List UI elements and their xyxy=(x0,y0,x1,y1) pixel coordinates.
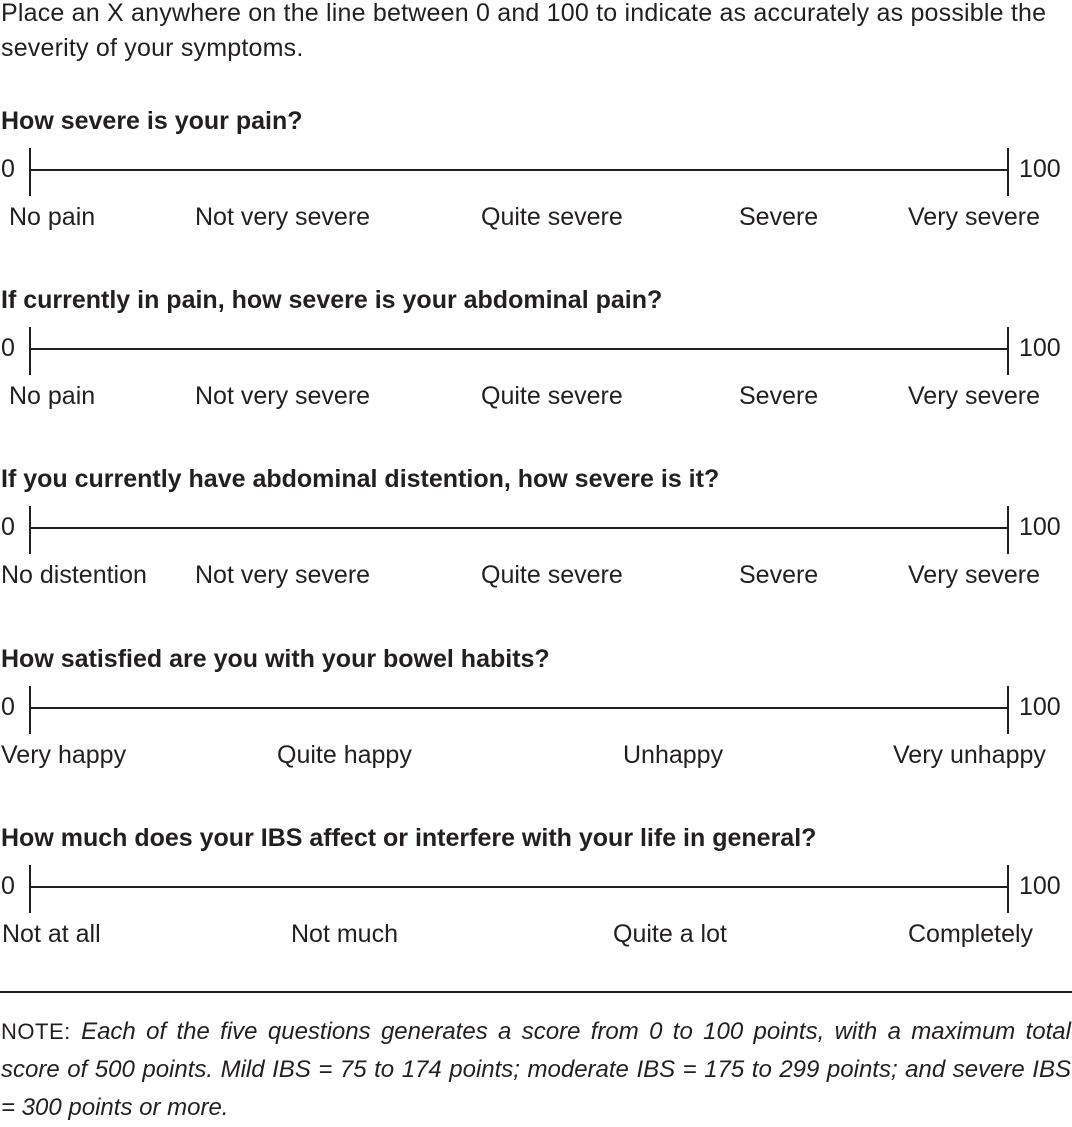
anchor-label: Very happy xyxy=(1,741,127,769)
anchor-label: No pain xyxy=(9,203,96,231)
scale-anchor-labels xyxy=(1,917,1071,951)
scale-line[interactable] xyxy=(30,348,1009,350)
anchor-label: Quite severe xyxy=(481,382,623,410)
anchor-label: Quite severe xyxy=(481,561,623,589)
scale-start-tick xyxy=(29,865,31,913)
scale-line[interactable] xyxy=(30,707,1009,709)
scale-anchor-labels xyxy=(1,738,1071,772)
note-label: NOTE: xyxy=(1,1019,71,1044)
anchor-label: Not very severe xyxy=(195,561,371,589)
scale-end-tick xyxy=(1007,865,1009,913)
anchor-label: Very severe xyxy=(908,561,1041,589)
scale-line[interactable] xyxy=(30,527,1009,529)
anchor-label: Not much xyxy=(291,920,398,948)
visual-analog-scale[interactable] xyxy=(1,327,1071,375)
question-title: How much does your IBS affect or interfere with your life in general? xyxy=(1,824,817,852)
scale-start-tick xyxy=(29,148,31,196)
anchor-label: Severe xyxy=(739,561,819,589)
scale-start-tick xyxy=(29,686,31,734)
scale-max-label: 100 xyxy=(1019,872,1061,900)
scale-max-label: 100 xyxy=(1019,693,1061,721)
scale-min-label: 0 xyxy=(1,334,15,362)
scale-start-tick xyxy=(29,506,31,554)
scale-anchor-labels xyxy=(1,200,1071,234)
anchor-label: Quite a lot xyxy=(613,920,727,948)
scale-line[interactable] xyxy=(30,886,1009,888)
question-title: How severe is your pain? xyxy=(1,107,303,135)
question-title: How satisfied are you with your bowel habits? xyxy=(1,645,550,673)
divider-rule xyxy=(0,991,1072,993)
scale-anchor-labels xyxy=(1,558,1071,592)
note-text: Each of the five questions generates a score from 0 to 100 points, with a maximum total score of 500 points. Mild IBS = 75 to 174 points; moderate IBS = 175 to 299 points; and severe IBS = 300 points or more. xyxy=(1,1018,1071,1121)
scale-end-tick xyxy=(1007,686,1009,734)
question-title: If currently in pain, how severe is your abdominal pain? xyxy=(1,286,663,314)
question-life-interference xyxy=(1,823,1071,973)
scale-end-tick xyxy=(1007,327,1009,375)
scale-start-tick xyxy=(29,327,31,375)
question-bowel-satisfaction xyxy=(1,644,1071,794)
scale-min-label: 0 xyxy=(1,872,15,900)
instructions-text: Place an X anywhere on the line between 0 and 100 to indicate as accurately as possible the severity of your symptoms. xyxy=(1,0,1047,62)
visual-analog-scale[interactable] xyxy=(1,686,1071,734)
scale-min-label: 0 xyxy=(1,693,15,721)
anchor-label: Severe xyxy=(739,382,819,410)
scale-max-label: 100 xyxy=(1019,513,1061,541)
anchor-label: No pain xyxy=(9,382,96,410)
scale-max-label: 100 xyxy=(1019,334,1061,362)
scale-end-tick xyxy=(1007,506,1009,554)
anchor-label: Unhappy xyxy=(623,741,724,769)
anchor-label: Very severe xyxy=(908,382,1041,410)
visual-analog-scale[interactable] xyxy=(1,506,1071,554)
question-abdominal-distention xyxy=(1,464,1071,614)
scale-min-label: 0 xyxy=(1,513,15,541)
anchor-label: Severe xyxy=(739,203,819,231)
anchor-label: No distention xyxy=(1,561,147,589)
question-abdominal-pain xyxy=(1,285,1071,435)
anchor-label: Quite severe xyxy=(481,203,623,231)
anchor-label: Not very severe xyxy=(195,382,371,410)
scale-anchor-labels xyxy=(1,379,1071,413)
question-title: If you currently have abdominal distention, how severe is it? xyxy=(1,465,720,493)
anchor-label: Very severe xyxy=(908,203,1041,231)
scale-line[interactable] xyxy=(30,169,1009,171)
scale-end-tick xyxy=(1007,148,1009,196)
anchor-label: Not very severe xyxy=(195,203,371,231)
anchor-label: Completely xyxy=(908,920,1034,948)
anchor-label: Quite happy xyxy=(277,741,412,769)
visual-analog-scale[interactable] xyxy=(1,865,1071,913)
visual-analog-scale[interactable] xyxy=(1,148,1071,196)
scale-max-label: 100 xyxy=(1019,155,1061,183)
anchor-label: Not at all xyxy=(2,920,101,948)
note-block xyxy=(1,1013,1071,1127)
anchor-label: Very unhappy xyxy=(893,741,1046,769)
scale-min-label: 0 xyxy=(1,155,15,183)
question-pain-severity xyxy=(1,106,1071,256)
